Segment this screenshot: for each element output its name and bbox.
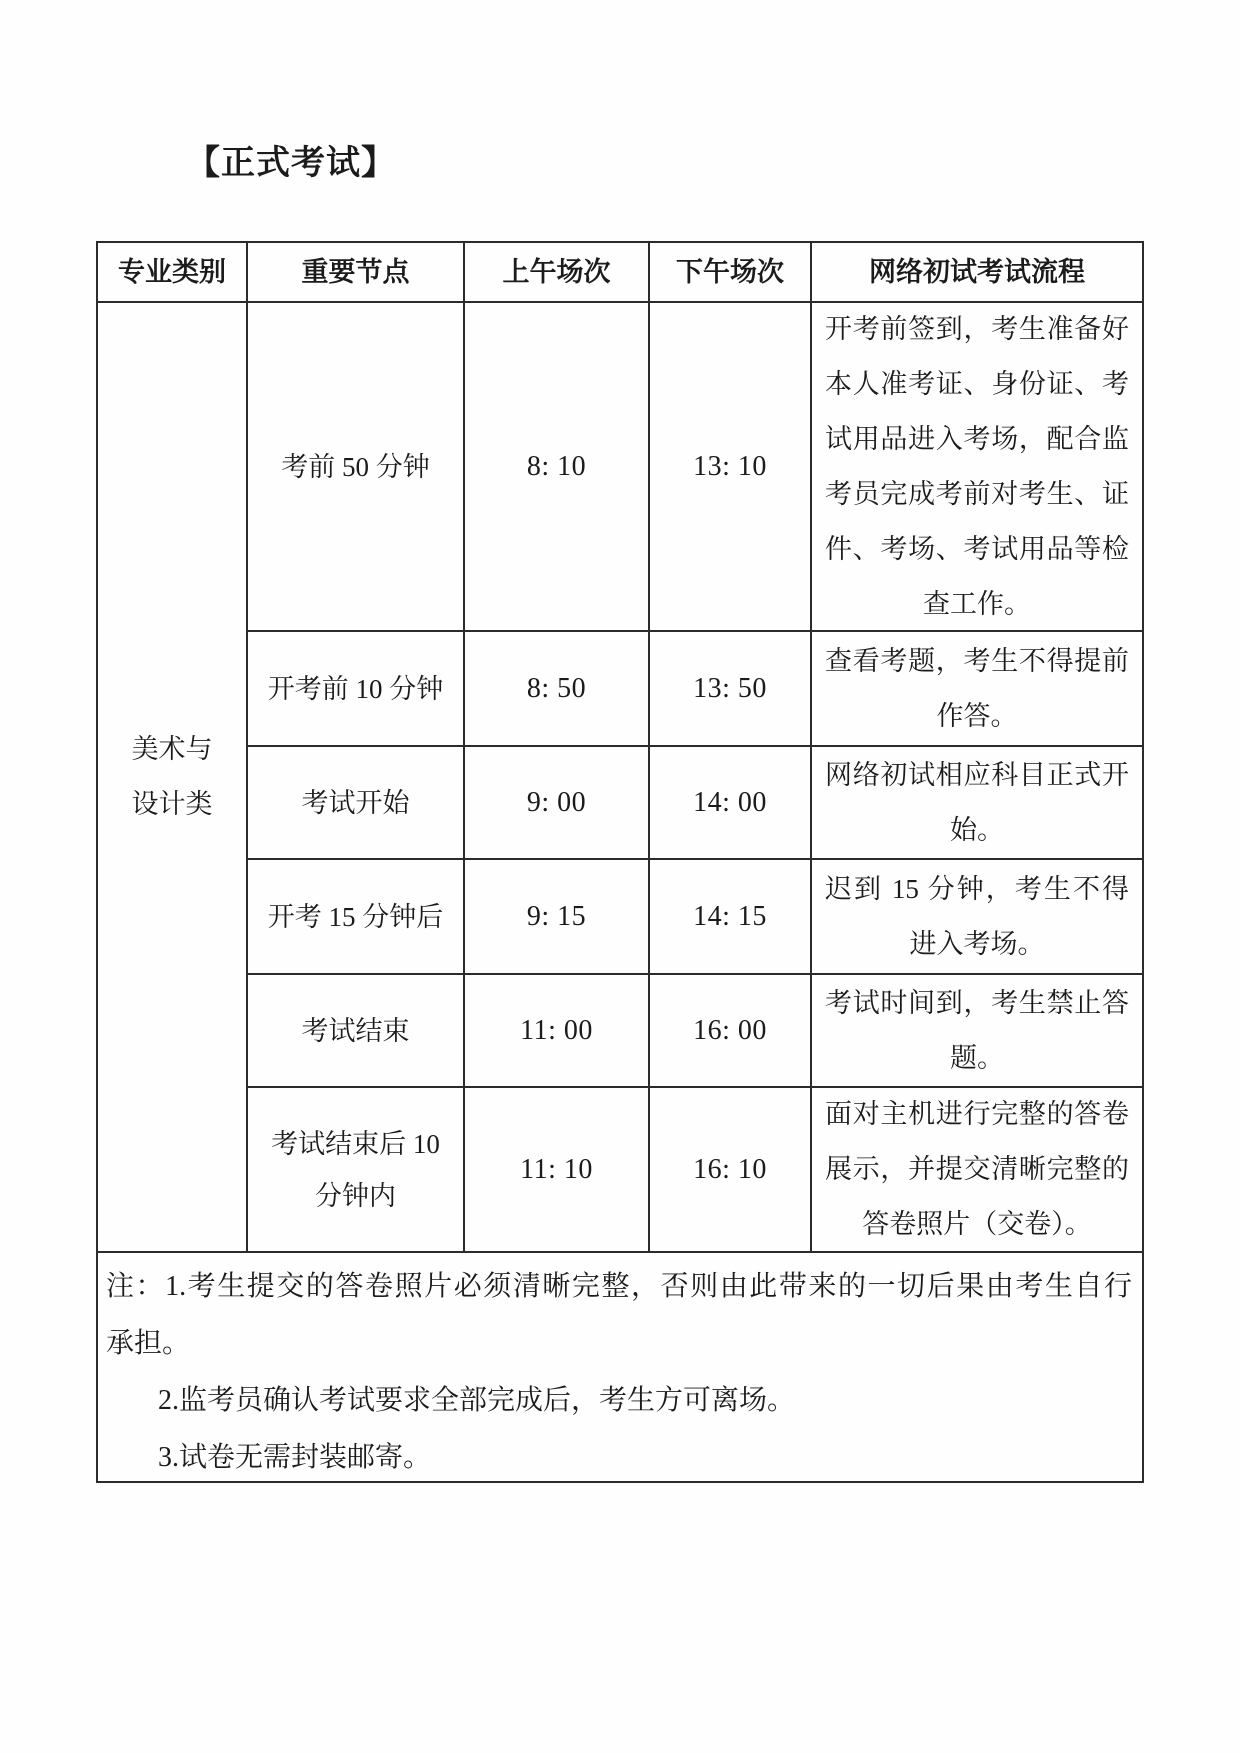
row-3-flow-cell bbox=[812, 747, 1142, 860]
note-line-3: 3.试卷无需封装邮寄。 bbox=[158, 1442, 432, 1473]
row-3-afternoon-cell: 14: 00 bbox=[650, 747, 812, 860]
row-1-node-cell: 考前 50 分钟 bbox=[248, 303, 465, 632]
note-line-1: 注：1.考生提交的答卷照片必须清晰完整，否则由此带来的一切后果由考生自行 bbox=[106, 1271, 1132, 1302]
row-4-flow-text: 迟到 15 分钟，考生不得进入考场。 bbox=[825, 873, 1129, 959]
notes-section bbox=[98, 1253, 1142, 1481]
row-2-flow-cell bbox=[812, 632, 1142, 747]
row-6-afternoon-cell: 16: 10 bbox=[650, 1088, 812, 1253]
row-3-node-cell: 考试开始 bbox=[248, 747, 465, 860]
header-cell-flow: 网络初试考试流程 bbox=[812, 243, 1142, 303]
header-cell-morning: 上午场次 bbox=[465, 243, 650, 303]
exam-schedule-table bbox=[96, 241, 1144, 1483]
header-cell-node: 重要节点 bbox=[248, 243, 465, 303]
row-5-flow-text: 考试时间到，考生禁止答题。 bbox=[825, 987, 1129, 1073]
note-line-1-continued: 承担。 bbox=[106, 1328, 191, 1359]
row-2-node-cell: 开考前 10 分钟 bbox=[248, 632, 465, 747]
row-1-flow-text: 开考前签到，考生准备好本人准考证、身份证、考试用品进入考场，配合监考员完成考前对考生、证件、考场、考试用品等检查工作。 bbox=[825, 313, 1129, 619]
row-5-flow-cell bbox=[812, 975, 1142, 1088]
row-4-morning-cell: 9: 15 bbox=[465, 860, 650, 975]
row-1-flow-cell bbox=[812, 303, 1142, 632]
row-2-morning-cell: 8: 50 bbox=[465, 632, 650, 747]
header-cell-afternoon: 下午场次 bbox=[650, 243, 812, 303]
row-4-afternoon-cell: 14: 15 bbox=[650, 860, 812, 975]
header-cell-category: 专业类别 bbox=[98, 243, 248, 303]
note-line-2: 2.监考员确认考试要求全部完成后，考生方可离场。 bbox=[158, 1385, 796, 1416]
row-3-flow-text: 网络初试相应科目正式开始。 bbox=[825, 759, 1129, 845]
row-5-morning-cell: 11: 00 bbox=[465, 975, 650, 1088]
row-3-morning-cell: 9: 00 bbox=[465, 747, 650, 860]
row-6-node-cell: 考试结束后 10 分钟内 bbox=[248, 1088, 465, 1253]
row-4-node-cell: 开考 15 分钟后 bbox=[248, 860, 465, 975]
category-cell: 美术与设计类 bbox=[98, 303, 248, 1253]
row-2-flow-text: 查看考题，考生不得提前作答。 bbox=[825, 645, 1129, 731]
row-1-afternoon-cell: 13: 10 bbox=[650, 303, 812, 632]
page-title: 【正式考试】 bbox=[186, 145, 396, 182]
row-2-afternoon-cell: 13: 50 bbox=[650, 632, 812, 747]
row-6-flow-text: 面对主机进行完整的答卷展示，并提交清晰完整的答卷照片（交卷）。 bbox=[825, 1099, 1129, 1239]
row-5-node-cell: 考试结束 bbox=[248, 975, 465, 1088]
row-4-flow-cell bbox=[812, 860, 1142, 975]
row-6-morning-cell: 11: 10 bbox=[465, 1088, 650, 1253]
row-6-flow-cell bbox=[812, 1088, 1142, 1253]
row-5-afternoon-cell: 16: 00 bbox=[650, 975, 812, 1088]
row-1-morning-cell: 8: 10 bbox=[465, 303, 650, 632]
